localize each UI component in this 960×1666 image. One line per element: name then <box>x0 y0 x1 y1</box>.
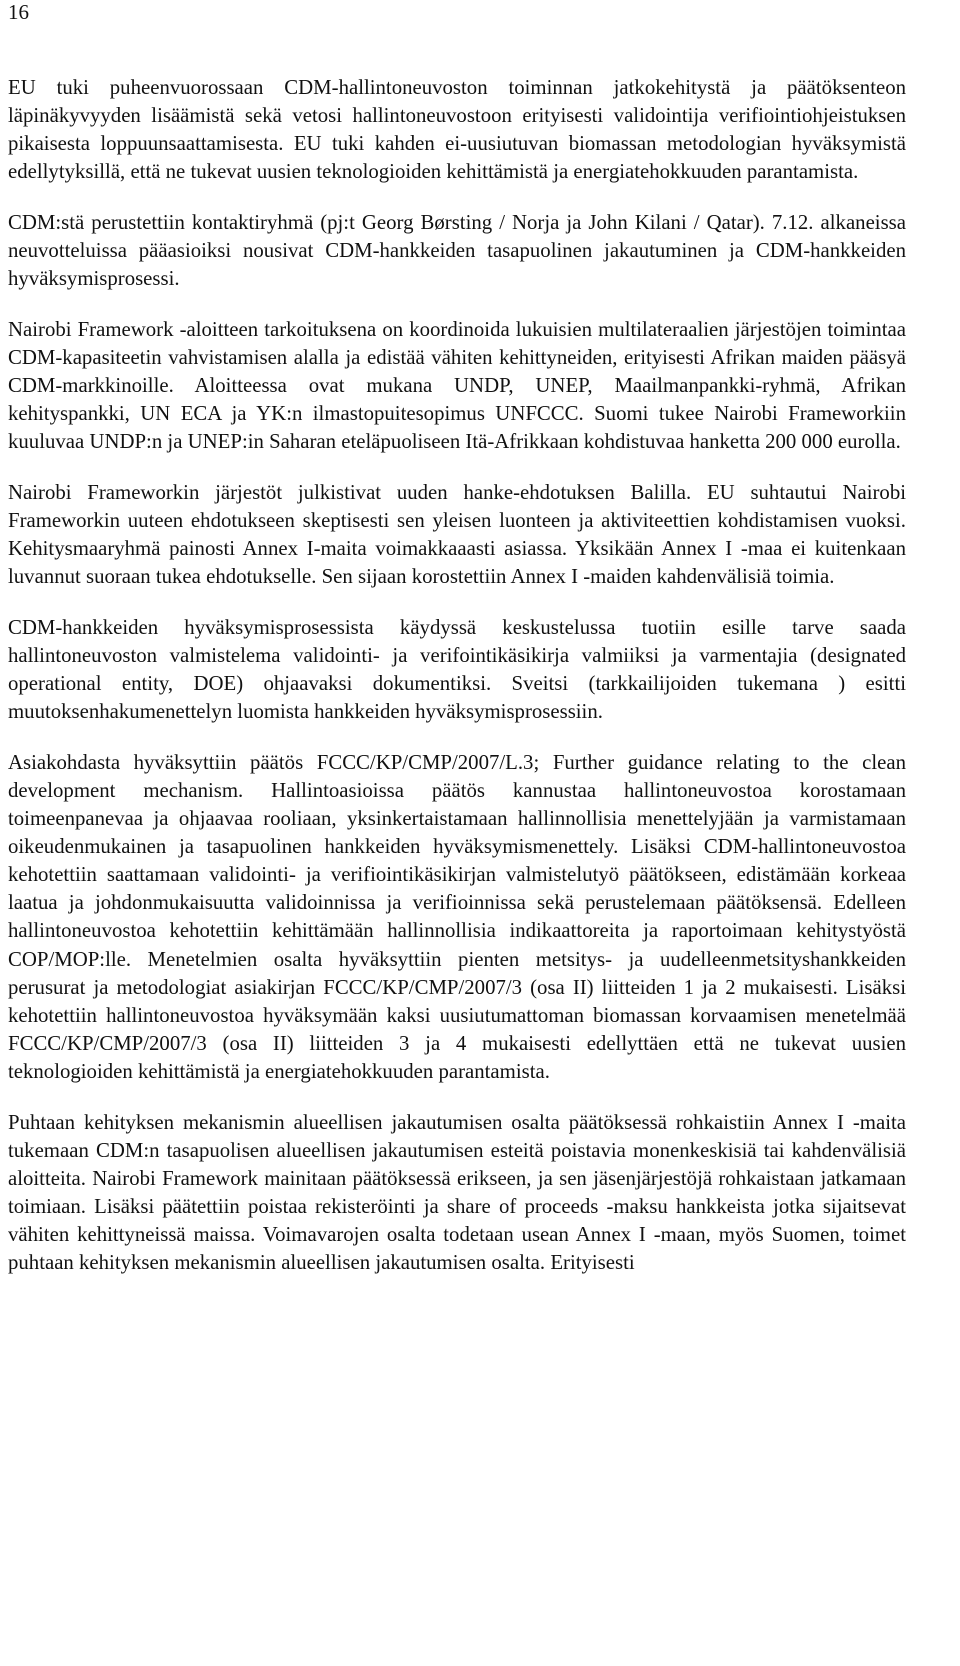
paragraph-approval-process: CDM-hankkeiden hyväksymisprosessista käydyssä keskustelussa tuotiin esille tarve saada hallintoneuvoston valmistelema validointi- ja verifointikäsikirja valmiiksi ja varmentajia (designated operational entity, DOE) ohjaavaksi dokumentiksi. Sveitsi (tarkkailijoiden tukemana ) esitti muutoksenhakumenettelyn luomista hankkeiden hyväksymisprosessiin. <box>8 615 906 724</box>
paragraph-contact-group: CDM:stä perustettiin kontaktiryhmä (pj:t Georg Børsting / Norja ja John Kilani / Qatar). 7.12. alkaneissa neuvotteluissa pääasioiksi nousivat CDM-hankkeiden tasapuolinen jakautuminen ja CDM-hankkeiden hyväksymisprosessi. <box>8 210 906 291</box>
paragraph-nairobi-proposal: Nairobi Frameworkin järjestöt julkistivat uuden hanke-ehdotuksen Balilla. EU suhtautui Nairobi Frameworkin uuteen ehdotukseen skeptisesti sen yleisen luonteen ja aktiviteettien kohdistamisen vuoksi. Kehitysmaaryhmä painosti Annex I-maita voimakkaaasti asiassa. Yksikään Annex I -maa ei kuitenkaan luvannut suoraan tukea ehdotukselle. Sen sijaan korostettiin Annex I -maiden kahdenvälisiä toimia. <box>8 480 906 589</box>
page-number: 16 <box>8 0 29 24</box>
paragraph-decision: Asiakohdasta hyväksyttiin päätös FCCC/KP/CMP/2007/L.3; Further guidance relating to the clean development mechanism. Hallintoasioissa päätös kannustaa hallintoneuvostoa korostamaan toimeenpanevaa ja ohjaavaa rooliaan, yksinkertaistamaan hallinnollisia menettelyjään ja varmistamaan oikeudenmukainen ja tasapuolinen hankkeiden hyväksymismenettely. Lisäksi CDM-hallintoneuvostoa kehotettiin saattamaan validointi- ja verifiointikäsikirjan valmistelutyö päätökseen, edistämään korkeaa laatua ja johdonmukaisuutta validoinnissa ja verifioinnissa sekä perustelemaan päätöksensä. Edelleen hallintoneuvostoa kehotettiin kehittämään hallinnollisia indikaattoreita ja raportoimaan kehitystyöstä COP/MOP:lle. Menetelmien osalta hyväksyttiin pienten metsitys- ja uudelleenmetsityshankkeiden perusurat ja metodologiat asiakirjan FCCC/KP/CMP/2007/3 (osa II) liitteiden 1 ja 2 mukaisesti. Lisäksi kehotettiin hallintoneuvostoa hyväksymään kaksi uusiutumattoman biomassan korvaamisen menetelmää FCCC/KP/CMP/2007/3 (osa II) liitteiden 3 ja 4 mukaisesti edellyttäen että ne tukevat uusien teknologioiden kehittämistä ja energiatehokkuuden parantamista. <box>8 750 906 1083</box>
paragraph-regional-distribution: Puhtaan kehityksen mekanismin alueellisen jakautumisen osalta päätöksessä rohkaistiin Annex I -maita tukemaan CDM:n tasapuolisen alueellisen jakautumisen esteitä poistavia monenkeskisiä tai kahdenvälisiä aloitteita. Nairobi Framework mainitaan päätöksessä erikseen, ja sen jäsenjärjestöjä rohkaistaan jatkamaan toimiaan. Lisäksi päätettiin poistaa rekisteröinti ja share of proceeds -maksu hankkeista jotka sijaitsevat vähiten kehittyneissä maissa. Voimavarojen osalta todetaan usean Annex I -maan, myös Suomen, toimet puhtaan kehityksen mekanismin alueellisen jakautumisen osalta. Erityisesti <box>8 1110 906 1275</box>
document-body <box>8 74 906 1277</box>
paragraph-nairobi-framework: Nairobi Framework -aloitteen tarkoituksena on koordinoida lukuisien multilateraalien järjestöjen toimintaa CDM-kapasiteetin vahvistamisen alalla ja edistää vähiten kehittyneiden, erityisesti Afrikan maiden pääsyä CDM-markkinoille. Aloitteessa ovat mukana UNDP, UNEP, Maailmanpankki-ryhmä, Afrikan kehityspankki, UN ECA ja YK:n ilmastopuitesopimus UNFCCC. Suomi tukee Nairobi Frameworkiin kuuluvaa UNDP:n ja UNEP:in Saharan eteläpuoliseen Itä-Afrikkaan kohdistuvaa hanketta 200 000 eurolla. <box>8 317 906 454</box>
paragraph-eu-cdm-board: EU tuki puheenvuorossaan CDM-hallintoneuvoston toiminnan jatkokehitystä ja päätöksenteon läpinäkyvyyden lisäämistä sekä vetosi hallintoneuvostoon erityisesti validointija verifiointiohjeistuksen pikaisesta loppuunsaattamisesta. EU tuki kahden ei-uusiutuvan biomassan metodologian hyväksymistä edellytyksillä, että ne tukevat uusien teknologioiden kehittämistä ja energiatehokkuuden parantamista. <box>8 76 906 184</box>
